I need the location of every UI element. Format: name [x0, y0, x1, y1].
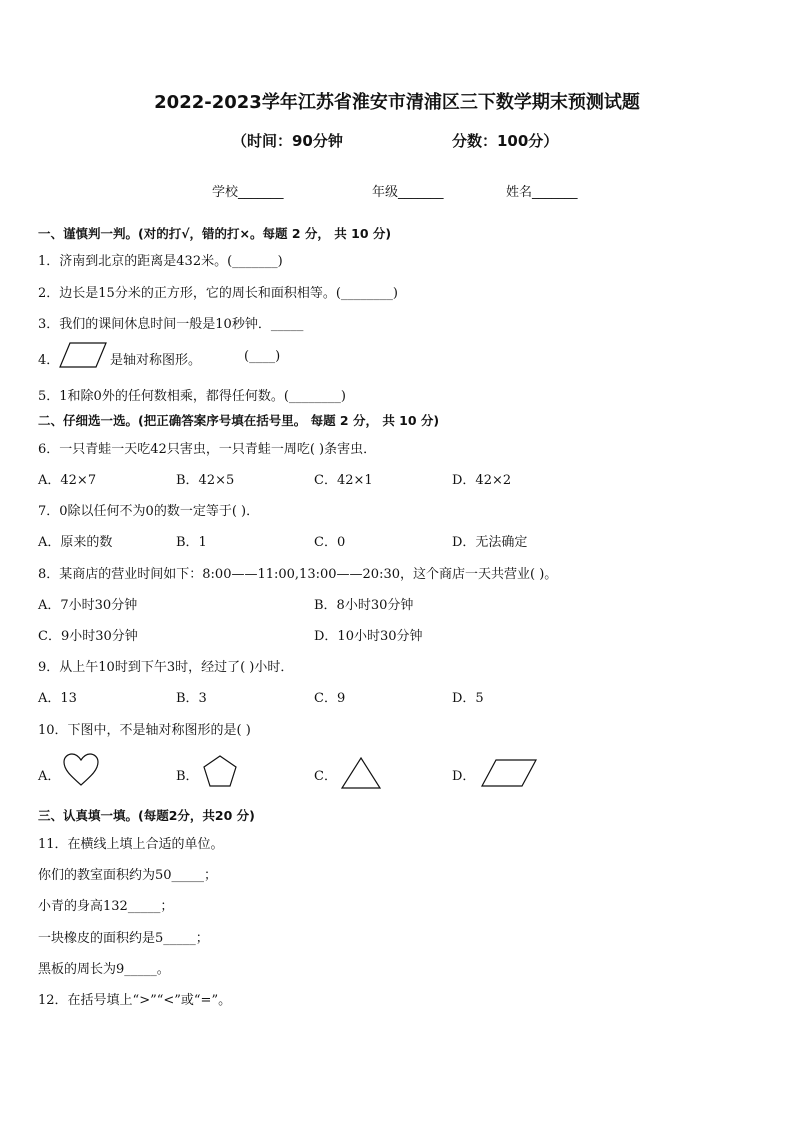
question-8-option-b: B．8小时30分钟 [314, 598, 414, 613]
question-10-option-c: C． [314, 769, 337, 784]
pentagon-figure [202, 754, 238, 788]
question-6-option-c: C．42×1 [314, 473, 373, 488]
question-8: 8．某商店的营业时间如下：8:00——11:00,13:00——20:30，这个商店一天共营业( )。 [38, 567, 558, 582]
triangle-figure [340, 756, 382, 790]
school-field: 学校_______ [212, 185, 284, 200]
page-title: 2022-2023学年江苏省淮安市清浦区三下数学期末预测试题 [154, 92, 640, 113]
question-8-option-a: A．7小时30分钟 [38, 598, 138, 613]
question-11-line-4: 黑板的周长为9_____。 [38, 962, 170, 977]
question-10-option-d: D． [452, 769, 476, 784]
question-9-option-c: C．9 [314, 691, 346, 706]
heart-figure [62, 752, 100, 788]
question-2: 2．边长是15分米的正方形，它的周长和面积相等。(________) [38, 286, 398, 301]
question-11: 11．在横线上填上合适的单位。 [38, 837, 224, 852]
parallelogram-option-figure [480, 758, 538, 788]
question-11-line-3: 一块橡皮的面积约是5_____； [38, 931, 209, 946]
question-12: 12．在括号填上“>”“<”或“=”。 [38, 993, 232, 1008]
question-1: 1．济南到北京的距离是432米。(_______) [38, 254, 283, 269]
question-5: 5．1和除0外的任何数相乘，都得任何数。(________) [38, 389, 346, 404]
question-4-number: 4． [38, 353, 60, 368]
question-8-option-c: C．9小时30分钟 [38, 629, 138, 644]
question-7-option-a: A．原来的数 [38, 535, 113, 550]
exam-time: （时间：90分钟 [232, 132, 343, 150]
grade-field: 年级_______ [372, 185, 444, 200]
question-6: 6．一只青蛙一天吃42只害虫，一只青蛙一周吃( )条害虫． [38, 442, 377, 457]
question-8-option-d: D．10小时30分钟 [314, 629, 423, 644]
question-4-text: 是轴对称图形。 [110, 353, 202, 368]
parallelogram-figure [58, 341, 108, 369]
section-2-heading: 二、仔细选一选。(把正确答案序号填在括号里。 每题 2 分， 共 10 分) [38, 413, 440, 428]
question-6-option-b: B．42×5 [176, 473, 235, 488]
question-10: 10．下图中，不是轴对称图形的是( ) [38, 723, 251, 738]
section-1-heading: 一、谨慎判一判。(对的打√，错的打×。每题 2 分， 共 10 分) [38, 226, 392, 241]
question-11-line-2: 小青的身高132_____； [38, 899, 174, 914]
question-9-option-d: D．5 [452, 691, 484, 706]
name-field: 姓名_______ [506, 185, 578, 200]
question-6-option-d: D．42×2 [452, 473, 512, 488]
section-3-heading: 三、认真填一填。(每题2分，共20 分) [38, 808, 255, 823]
question-10-option-b: B． [176, 769, 199, 784]
question-9: 9．从上午10时到下午3时，经过了( )小时． [38, 660, 294, 675]
question-4-blank: (____) [244, 349, 281, 364]
question-10-option-a: A． [38, 769, 61, 784]
question-9-option-b: B．3 [176, 691, 207, 706]
question-6-option-a: A．42×7 [38, 473, 97, 488]
question-11-line-1: 你们的教室面积约为50_____； [38, 868, 218, 883]
question-7-option-b: B．1 [176, 535, 207, 550]
question-9-option-a: A．13 [38, 691, 77, 706]
question-7: 7．0除以任何不为0的数一定等于( )． [38, 504, 260, 519]
question-7-option-c: C．0 [314, 535, 346, 550]
question-3: 3．我们的课间休息时间一般是10秒钟．_____ [38, 317, 304, 332]
question-7-option-d: D．无法确定 [452, 535, 528, 550]
exam-score: 分数：100分） [452, 132, 559, 150]
